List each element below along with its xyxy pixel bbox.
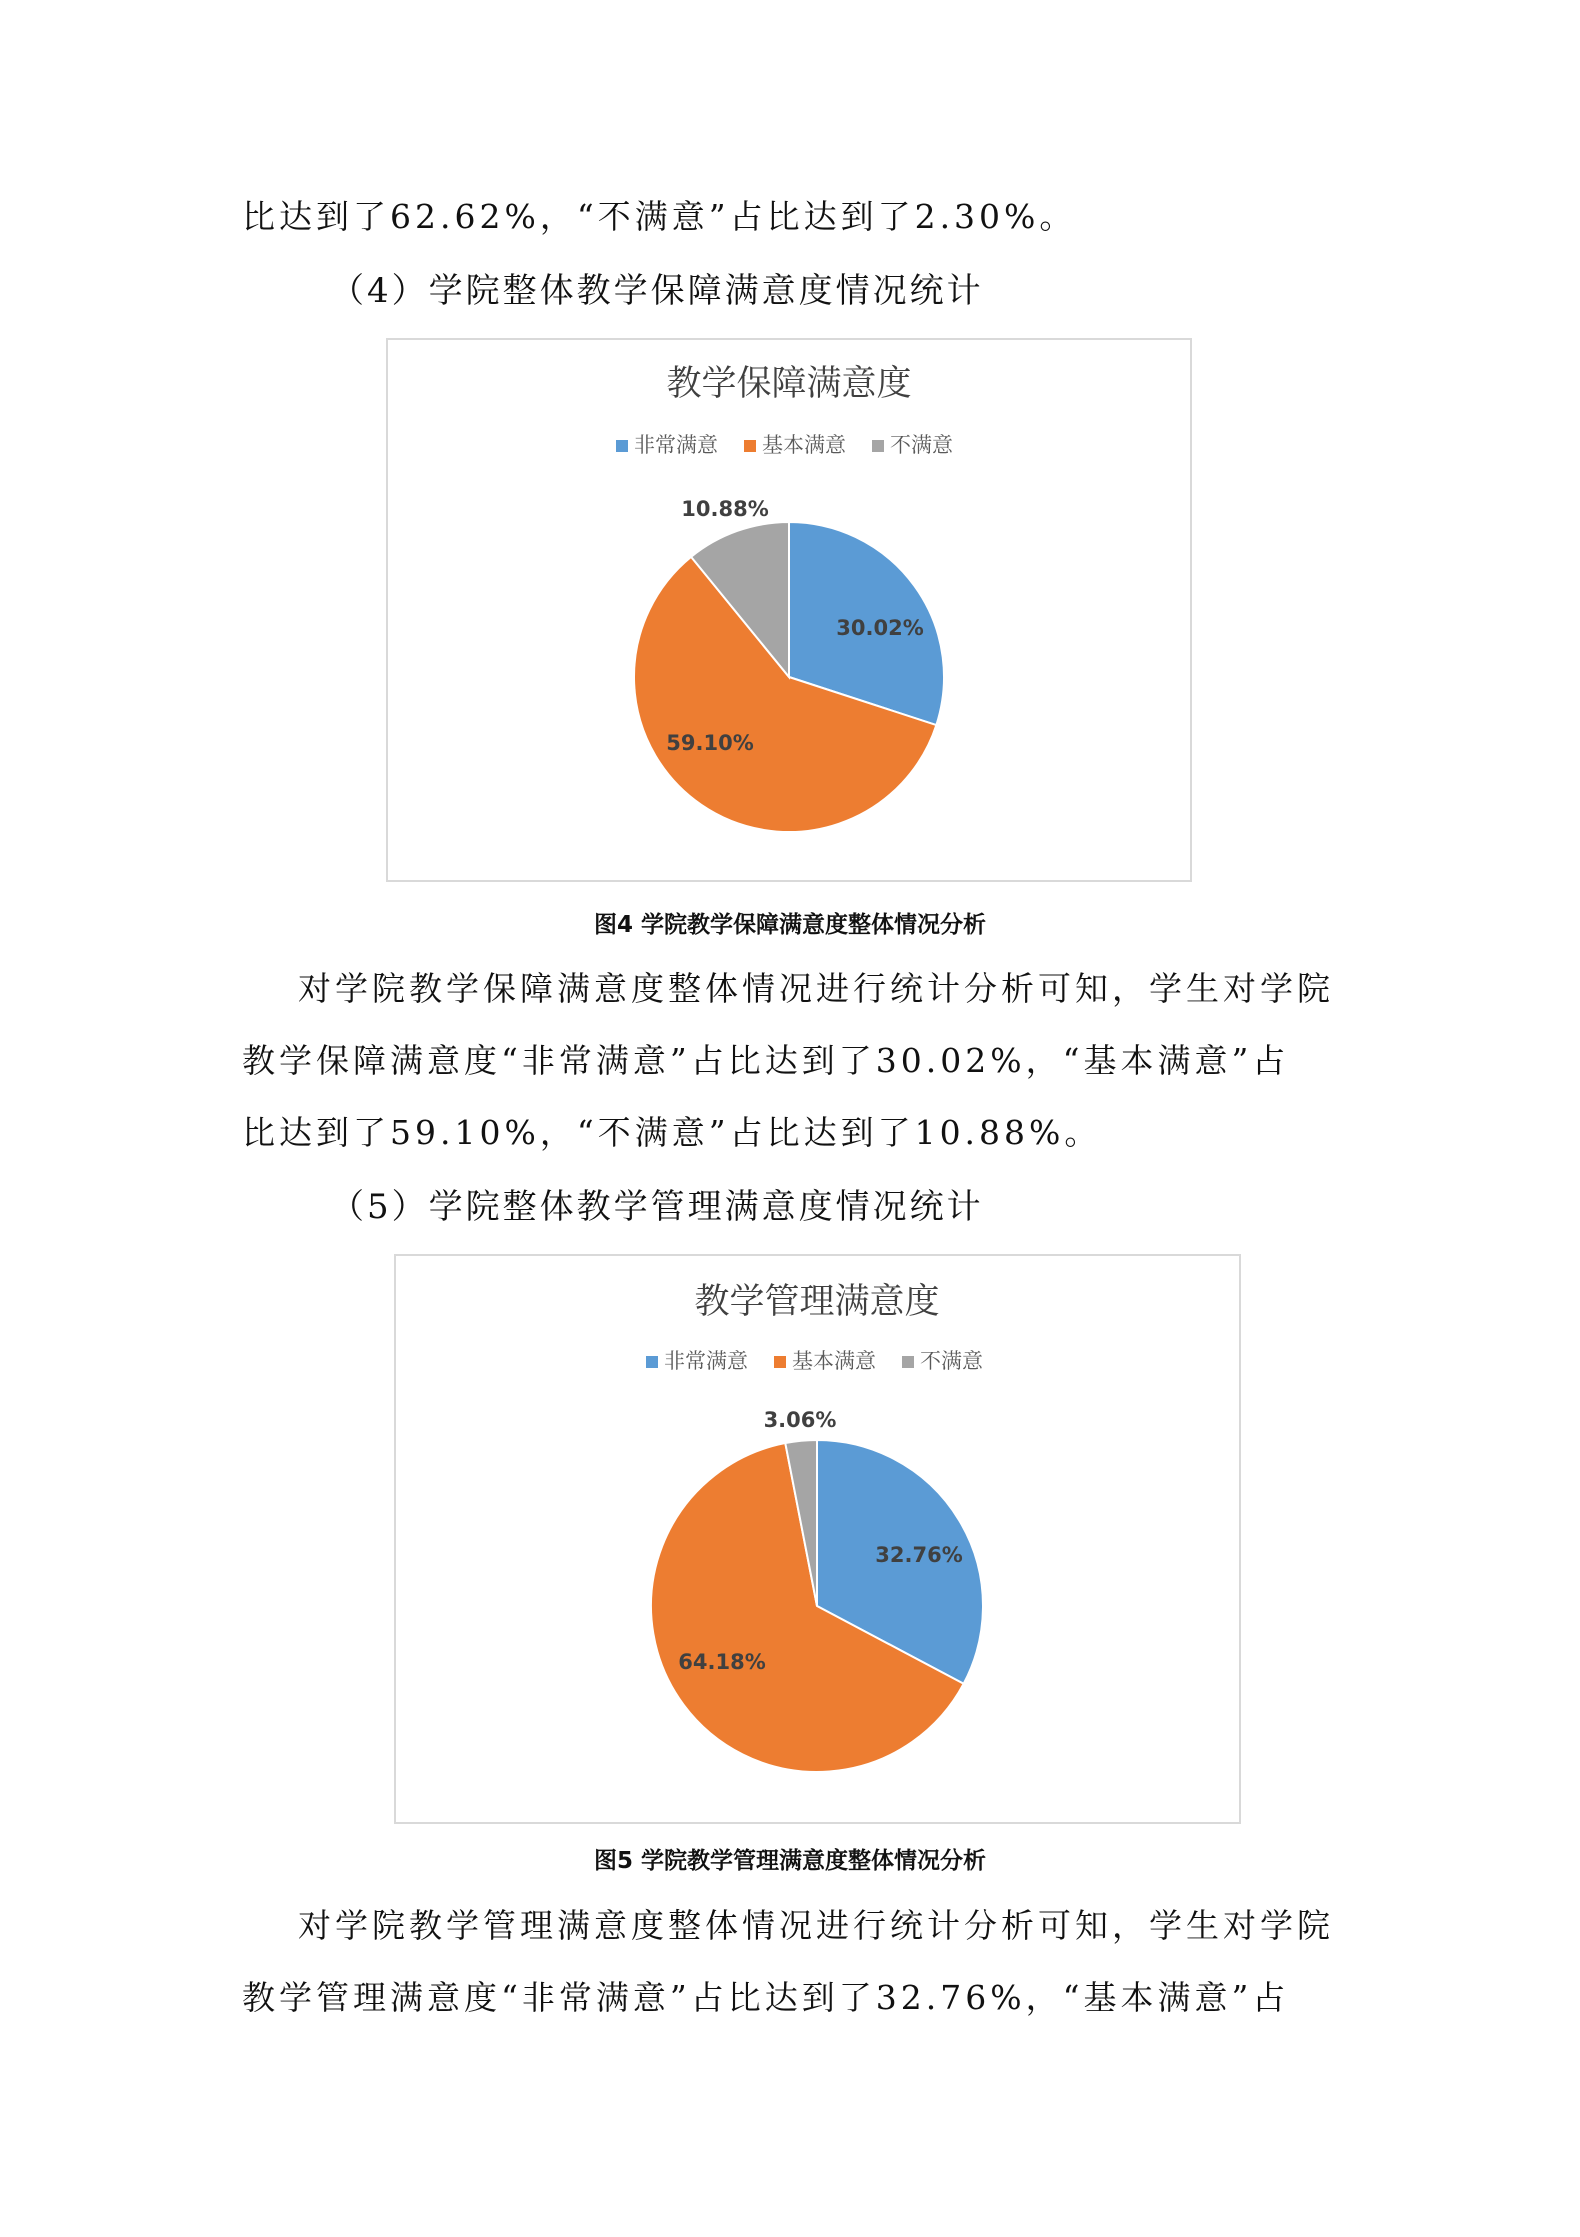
legend-label-dissatisfied: 不满意 [890, 433, 953, 457]
data-label-very-satisfied: 32.76% [875, 1543, 963, 1567]
legend-swatch-dissatisfied [872, 440, 884, 452]
legend-swatch-very-satisfied [616, 440, 628, 452]
paragraph-line: 教学管理满意度“非常满意”占比达到了32.76%，“基本满意”占 [242, 1978, 1290, 2017]
chart-1-container [386, 338, 1192, 882]
data-label-basically-satisfied: 59.10% [666, 731, 754, 755]
data-label-dissatisfied: 10.88% [681, 497, 769, 521]
section-heading-4: （4）学院整体教学保障满意度情况统计 [330, 271, 984, 311]
data-label-dissatisfied: 3.06% [763, 1408, 837, 1432]
legend-swatch-very-satisfied [646, 1356, 658, 1368]
section-heading-5: （5）学院整体教学管理满意度情况统计 [330, 1187, 984, 1227]
chart-legend [646, 1349, 983, 1373]
figure-caption-5: 图5 学院教学管理满意度整体情况分析 [593, 1848, 986, 1874]
chart-legend [616, 433, 953, 457]
legend-label-dissatisfied: 不满意 [920, 1349, 983, 1373]
legend-swatch-dissatisfied [902, 1356, 914, 1368]
pie-chart-teaching-support [388, 340, 1190, 880]
legend-label-very-satisfied: 非常满意 [664, 1349, 748, 1373]
pie-chart-teaching-management [396, 1256, 1239, 1822]
pie-slices [634, 522, 944, 832]
legend-swatch-basically-satisfied [744, 440, 756, 452]
data-label-basically-satisfied: 64.18% [678, 1650, 766, 1674]
legend-swatch-basically-satisfied [774, 1356, 786, 1368]
paragraph-line: 对学院教学保障满意度整体情况进行统计分析可知，学生对学院 [298, 969, 1334, 1008]
paragraph-line: 比达到了62.62%，“不满意”占比达到了2.30%。 [242, 197, 1077, 236]
data-label-very-satisfied: 30.02% [836, 616, 924, 640]
paragraph-line: 对学院教学管理满意度整体情况进行统计分析可知，学生对学院 [298, 1906, 1334, 1945]
paragraph-line: 比达到了59.10%，“不满意”占比达到了10.88%。 [242, 1113, 1102, 1152]
paragraph-line: 教学保障满意度“非常满意”占比达到了30.02%，“基本满意”占 [242, 1041, 1290, 1080]
chart-title: 教学管理满意度 [694, 1282, 940, 1322]
chart-title: 教学保障满意度 [666, 364, 912, 404]
legend-label-basically-satisfied: 基本满意 [792, 1349, 876, 1373]
legend-label-very-satisfied: 非常满意 [634, 433, 718, 457]
figure-caption-4: 图4 学院教学保障满意度整体情况分析 [593, 912, 986, 938]
chart-2-container [394, 1254, 1241, 1824]
legend-label-basically-satisfied: 基本满意 [762, 433, 846, 457]
pie-slices [651, 1440, 983, 1772]
